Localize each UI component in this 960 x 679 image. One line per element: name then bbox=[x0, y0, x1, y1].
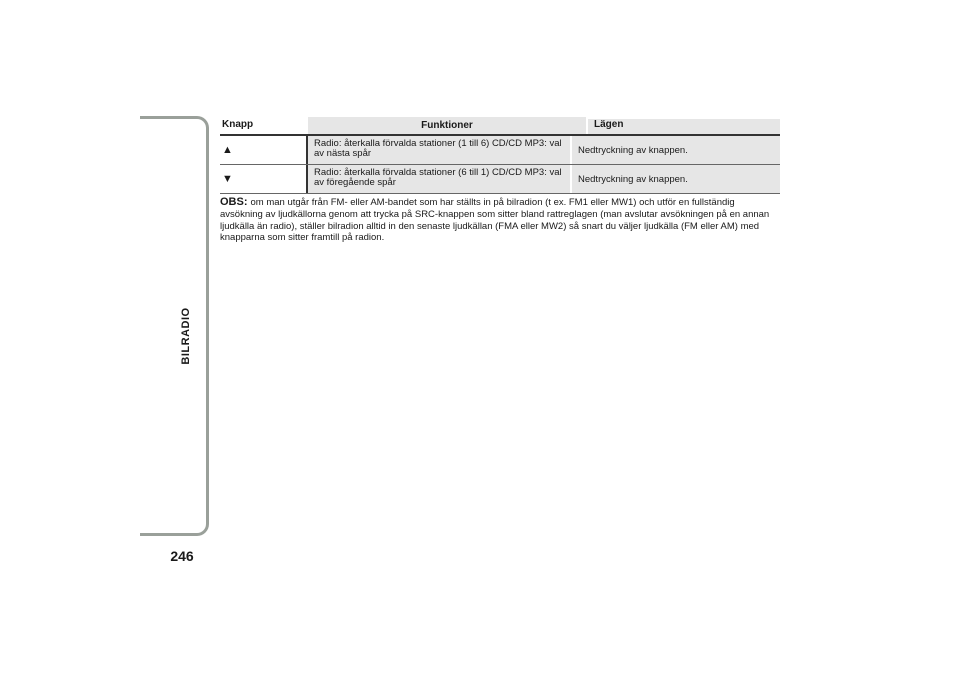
button-function-table bbox=[220, 114, 780, 194]
table-row bbox=[220, 136, 780, 165]
table-row bbox=[220, 165, 780, 194]
side-frame bbox=[140, 116, 209, 536]
note-paragraph bbox=[220, 196, 780, 243]
table-header bbox=[220, 114, 780, 136]
page-number: 246 bbox=[170, 548, 194, 564]
button-cell bbox=[220, 165, 306, 193]
header-lagen: Lägen bbox=[588, 119, 780, 134]
section-label: BILRADIO bbox=[180, 307, 192, 365]
function-cell: Radio: återkalla förvalda stationer (1 till 6) CD/CD MP3: val av nästa spår bbox=[308, 136, 570, 164]
header-funktioner: Funktioner bbox=[308, 117, 586, 134]
button-cell bbox=[220, 136, 306, 164]
up-triangle-icon: ▲ bbox=[222, 144, 233, 156]
note-text: om man utgår från FM- eller AM-bandet som har ställts in på bilradion (t ex. FM1 eller MW1) och utför en fullständig avsökning av ljudkällorna genom att trycka på SRC-knappen som sitter bland rattreglagen (man avslutar avsökningen på en annan ljudkälla än radio), ställer bilradion alltid in den senaste ljudkällan (FMA eller MW2) så snart du väljer ljudkälla (FM eller AM) med knapparna som sitter framtill på radion. bbox=[220, 197, 770, 243]
function-cell: Radio: återkalla förvalda stationer (6 till 1) CD/CD MP3: val av föregående spår bbox=[308, 165, 570, 193]
header-knapp: Knapp bbox=[222, 119, 254, 130]
down-triangle-icon: ▼ bbox=[222, 173, 233, 185]
note-label: OBS: bbox=[220, 196, 248, 208]
mode-cell: Nedtryckning av knappen. bbox=[572, 136, 780, 164]
mode-cell: Nedtryckning av knappen. bbox=[572, 165, 780, 193]
